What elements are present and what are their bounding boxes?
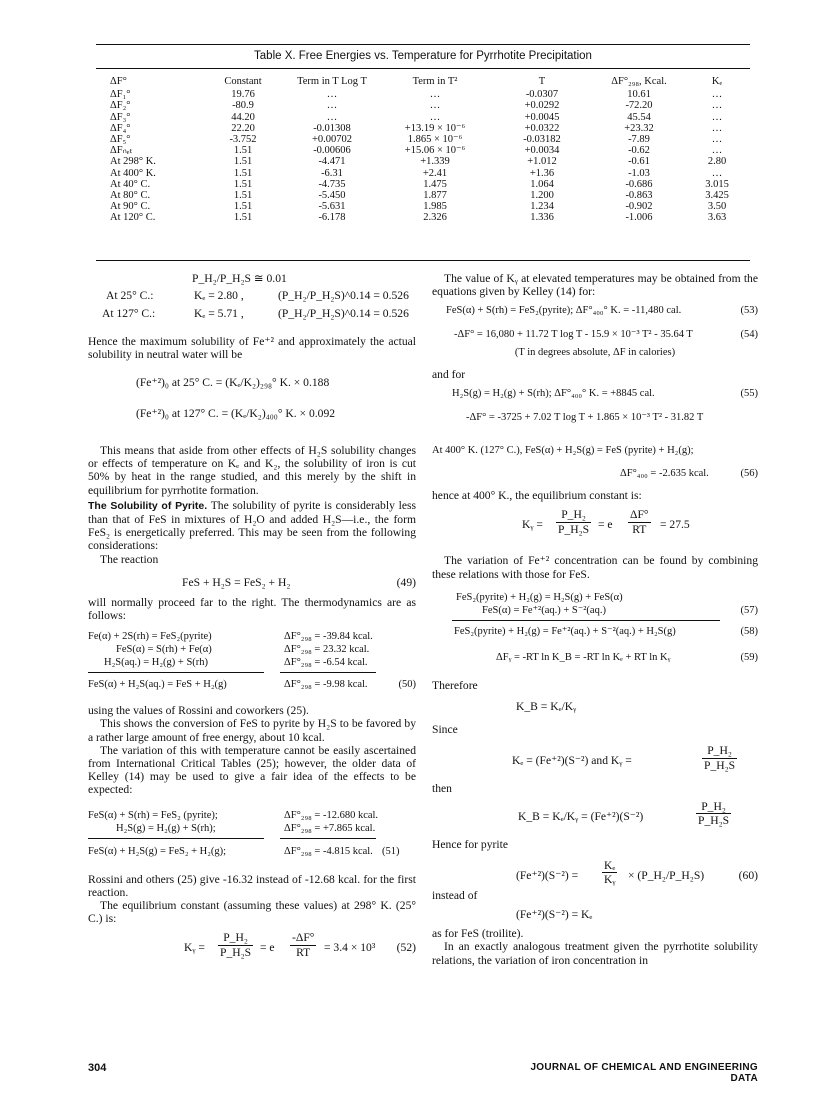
- table-cell: 1.51: [233, 167, 253, 179]
- table-cell: …: [326, 89, 338, 101]
- table-cell: …: [711, 111, 723, 123]
- equation-kb2: [432, 800, 758, 834]
- table-cell: -4.471: [318, 156, 346, 168]
- reaction-value: ΔF°₂₉₈ = -6.54 kcal.: [284, 657, 368, 669]
- numerator: P_H₂: [556, 508, 591, 522]
- equation-number: (59): [740, 651, 758, 663]
- table-cell: 1.064: [530, 178, 554, 190]
- right-column: [432, 272, 758, 967]
- numerator: Kₑ: [602, 859, 617, 873]
- fraction: [628, 508, 651, 535]
- table-bottom-rule: [96, 260, 750, 261]
- table-cell: -0.61: [628, 156, 650, 168]
- reaction-value: ΔF°₂₉₈ = -39.84 kcal.: [284, 631, 373, 643]
- equation-text: Kₑ = (Fe⁺²)(S⁻²) and Kᵧ =: [512, 754, 632, 768]
- table-cell: At 90° C.: [110, 201, 151, 213]
- equation-54: [432, 328, 758, 342]
- table-cell: -72.20: [625, 100, 653, 112]
- equation-text: FeS(α) = Fe⁺²(aq.) + S⁻²(aq.): [482, 604, 606, 616]
- table-cell: At 40° C.: [110, 178, 151, 190]
- table-cell: -0.01308: [313, 122, 351, 134]
- equation-text: FeS(α) + S(rh) = FeS₂(pyrite); ΔF°₄₀₀° K. = -11,480 cal.: [446, 305, 682, 317]
- at25-line: [88, 289, 416, 303]
- fraction: [702, 744, 737, 771]
- table-cell: …: [711, 122, 723, 134]
- fraction: [602, 859, 617, 886]
- table-cell: -0.62: [628, 145, 650, 157]
- equation-text: H₂S(g) = H₂(g) + S(rh); ΔF°₄₀₀° K. = +8845 cal.: [452, 387, 655, 399]
- numerator: P_H₂: [696, 800, 731, 814]
- equation-text: K_B = Kₑ/Kᵧ = (Fe⁺²)(S⁻²): [518, 809, 644, 823]
- equation-text: = e: [598, 518, 613, 532]
- table-cell: +1.012: [527, 156, 557, 168]
- equation-number: (53): [740, 305, 758, 317]
- table-cell: -5.450: [318, 190, 346, 202]
- table-cell: ΔF₃°: [110, 111, 131, 123]
- paragraph: will normally proceed far to the right. The thermodynamics are as follows:: [88, 595, 416, 623]
- equation-ke-ky: [432, 744, 758, 778]
- table-cell: -0.686: [625, 178, 653, 190]
- equation-52: [88, 931, 416, 965]
- equation-text: FeS₂(pyrite) + H₂(g) = H₂S(g) + FeS(α): [456, 591, 623, 603]
- paragraph: and for: [432, 367, 466, 381]
- table-cell: 1.51: [233, 190, 253, 202]
- table-row: [110, 179, 746, 190]
- table-cell: +13.19 × 10⁻⁶: [404, 122, 466, 134]
- table-cell: +1.36: [529, 167, 555, 179]
- equation-kb: K_B = Kₑ/Kᵧ: [516, 700, 577, 714]
- table-header-cell: Constant: [224, 76, 262, 87]
- fraction: [556, 508, 591, 535]
- table-cell: +0.0045: [524, 111, 560, 123]
- equation-number: (54): [740, 329, 758, 341]
- table-row: [110, 89, 746, 100]
- table-cell: ΔF₄°: [110, 122, 131, 134]
- at127-k: Kₑ = 5.71 ,: [194, 307, 244, 321]
- equation-text: Kᵧ =: [184, 941, 205, 955]
- reaction: Fe(α) + 2S(rh) = FeS₂(pyrite): [88, 631, 212, 643]
- table-cell: At 80° C.: [110, 190, 151, 202]
- table-cell: 1.200: [530, 190, 554, 202]
- fraction: [696, 800, 731, 827]
- reaction-group-1: [88, 630, 416, 700]
- table-cell: 1.51: [233, 145, 253, 157]
- table-cell: 3.50: [707, 201, 727, 213]
- equation-text: -ΔF° = 16,080 + 11.72 T log T - 15.9 × 10⁻³ T² - 35.64 T: [454, 329, 693, 341]
- sum-rule: [88, 672, 264, 673]
- paragraph: Hence the maximum solubility of Fe⁺² and approximately the actual solubility in neutral water will be: [88, 335, 416, 362]
- paragraph: This means that aside from other effects of H₂S solubility changes or effects of temperature on Kₑ and K₂, the solubility of iron is cut 50% by heat in the range studied, and this merely by the shift in equilibrium for pyrrhotite formation.: [88, 444, 416, 497]
- table-cell: …: [711, 134, 723, 146]
- equation-text: (Fe⁺²)(S⁻²) =: [516, 868, 579, 882]
- table-cell: 1.234: [530, 201, 554, 213]
- table-cell: …: [429, 111, 441, 123]
- denominator: P_H₂S: [220, 945, 252, 959]
- table-cell: -4.735: [318, 178, 346, 190]
- table-cell: ΔFₙₑₜ: [110, 145, 133, 157]
- table-cell: -0.863: [625, 190, 653, 202]
- reaction: FeS(α) + H₂S(aq.) = FeS + H₂(g): [88, 679, 227, 691]
- table-cell: …: [711, 100, 723, 112]
- reaction-value: ΔF°₂₉₈ = +7.865 kcal.: [284, 822, 376, 834]
- equation-group-57-59: [432, 591, 758, 679]
- table-header-cell: Kₑ: [711, 76, 723, 87]
- at127-label: At 127° C.:: [102, 307, 156, 321]
- numerator: ΔF°: [630, 508, 649, 522]
- denominator: RT: [296, 945, 311, 959]
- equation-text: ΔF°₄₀₀ = -2.635 kcal.: [620, 468, 709, 480]
- equation-55: [432, 387, 758, 401]
- equation-60: [432, 859, 758, 893]
- equation-troilite: (Fe⁺²)(S⁻²) = Kₑ: [516, 908, 593, 922]
- table-title: Table X. Free Energies vs. Temperature for Pyrrhotite Precipitation: [254, 50, 592, 62]
- equation-number: (57): [740, 604, 758, 616]
- journal-name: JOURNAL OF CHEMICAL AND ENGINEERING DATA: [530, 1062, 758, 1084]
- at25-k: Kₑ = 2.80 ,: [194, 289, 244, 303]
- equation-56: [432, 467, 758, 481]
- sum-rule: [280, 672, 376, 673]
- table-cell: +0.0322: [524, 122, 560, 134]
- reaction: FeS(α) + S(rh) = FeS₂ (pyrite);: [88, 809, 218, 821]
- table-row: [110, 168, 746, 179]
- table-cell: At 298° K.: [110, 156, 156, 168]
- denominator: P_H₂S: [704, 758, 736, 772]
- equation-number: (60): [738, 868, 758, 882]
- table-row: [110, 190, 746, 201]
- table-cell: +0.0292: [524, 100, 560, 112]
- table-cell: +0.00702: [311, 134, 353, 146]
- table-cell: +23.32: [624, 122, 654, 134]
- reaction: H₂S(aq.) = H₂(g) + S(rh): [104, 657, 209, 669]
- table-header-cell: ΔF°: [110, 76, 127, 87]
- table-cell: 1.51: [233, 201, 253, 213]
- table-cell: -0.03182: [523, 134, 561, 146]
- table-cell: At 120° C.: [110, 212, 156, 224]
- table-cell: …: [429, 100, 441, 112]
- paragraph: Hence for pyrite: [432, 837, 508, 851]
- equation-text: ΔFᵧ = -RT ln K_B = -RT ln Kₑ + RT ln Kᵧ: [496, 651, 671, 663]
- sum-rule: [452, 620, 720, 621]
- table-cell: …: [429, 89, 441, 101]
- equation-fe-25: (Fe⁺²)₀ at 25° C. = (Kₑ/K₂)₂₉₈° K. × 0.188: [136, 375, 330, 389]
- table-cell: +2.41: [422, 167, 448, 179]
- table-cell: +15.06 × 10⁻⁶: [404, 145, 466, 157]
- denominator: P_H₂S: [558, 522, 590, 536]
- table-top-rule: [96, 44, 750, 45]
- table-row: [110, 145, 746, 156]
- table-cell: 45.54: [627, 111, 651, 123]
- paragraph: The variation of this with temperature cannot be easily ascertained from International Critical Tables (25); however, the older data of Kelley (14) may be used to give a fair idea of the effects to be expected:: [88, 743, 416, 797]
- table-row: [110, 201, 746, 212]
- table-cell: -0.902: [625, 201, 653, 213]
- equation-55b: -ΔF° = -3725 + 7.02 T log T + 1.865 × 10⁻³ T² - 31.82 T: [466, 411, 704, 423]
- reaction-value: ΔF°₂₉₈ = -4.815 kcal.: [284, 845, 373, 857]
- reaction-value: ΔF°₂₉₈ = -12.680 kcal.: [284, 809, 379, 821]
- paragraph: Therefore: [432, 678, 478, 692]
- reaction-value: ΔF°₂₉₈ = -9.98 kcal.: [284, 679, 368, 691]
- paragraph: This shows the conversion of FeS to pyrite by H₂S to be favored by a rather large amount of free energy, about 10 kcal.: [88, 717, 416, 744]
- table-grid: [110, 76, 746, 224]
- paragraph: The variation of Fe⁺² concentration can be found by combining these relations with those for FeS.: [432, 554, 758, 581]
- at25-ratio: (P_H₂/P_H₂S)^0.14 = 0.526: [278, 289, 409, 303]
- reaction: H₂S(g) = H₂(g) + S(rh);: [116, 822, 216, 834]
- numerator: -ΔF°: [292, 931, 315, 945]
- table-header-cell: T: [538, 76, 546, 87]
- table-row: [110, 134, 746, 145]
- paragraph: Rossini and others (25) give -16.32 instead of -12.68 kcal. for the first reaction.: [88, 872, 416, 899]
- table-cell: -6.31: [321, 167, 343, 179]
- equation-fe-127: (Fe⁺²)₀ at 127° C. = (Kₑ/K₂)₄₀₀° K. × 0.092: [136, 406, 336, 420]
- table-cell: -3.752: [229, 134, 257, 146]
- equation-note: (T in degrees absolute, ΔF in calories): [514, 347, 676, 359]
- table-cell: 1.51: [233, 156, 253, 168]
- equation-53: [432, 304, 758, 318]
- equation-text: Kᵧ =: [522, 518, 543, 532]
- table-cell: 19.76: [231, 89, 255, 101]
- paragraph: The reaction: [100, 552, 159, 566]
- paragraph: then: [432, 782, 452, 796]
- equation-number: (50): [398, 679, 416, 691]
- equation-text: = 27.5: [660, 518, 690, 532]
- equation-number: (52): [396, 941, 416, 955]
- table-cell: -5.631: [318, 201, 346, 213]
- numerator: P_H₂: [218, 931, 253, 945]
- table-cell: 2.326: [423, 212, 447, 224]
- sum-rule: [88, 838, 264, 839]
- table-cell: +1.339: [420, 156, 450, 168]
- table-cell: -80.9: [232, 100, 254, 112]
- table-cell: 2.80: [707, 156, 727, 168]
- table-cell: 1.475: [423, 178, 447, 190]
- table-row: [110, 123, 746, 134]
- paragraph: instead of: [432, 888, 478, 902]
- table-cell: ΔF₅°: [110, 134, 131, 146]
- table-cell: 1.865 × 10⁻⁶: [407, 134, 463, 146]
- table-cell: At 400° K.: [110, 167, 156, 179]
- equation-49: [88, 576, 416, 590]
- paragraph: using the values of Rossini and coworkers (25).: [88, 704, 309, 718]
- table-header-cell: Term in T²: [412, 76, 458, 87]
- equation-at400: At 400° K. (127° C.), FeS(α) + H₂S(g) = FeS (pyrite) + H₂(g);: [432, 445, 694, 457]
- paragraph: The equilibrium constant (assuming these values) at 298° K. (25° C.) is:: [88, 899, 416, 926]
- equation-text: = e: [260, 941, 275, 955]
- reaction-value: ΔF°₂₉₈ = 23.32 kcal.: [284, 644, 370, 656]
- table-cell: 10.61: [627, 89, 651, 101]
- reaction-group-2: [88, 809, 416, 867]
- table-cell: 1.877: [423, 190, 447, 202]
- paragraph: In an exactly analogous treatment given the pyrrhotite solubility relations, the variation of iron concentration in: [432, 940, 758, 967]
- table-header-cell: Term in T Log T: [297, 76, 367, 87]
- equation-number: (56): [740, 468, 758, 480]
- at25-label: At 25° C.:: [106, 289, 154, 303]
- table-cell: -7.89: [628, 134, 650, 146]
- equation-text: × (P_H₂/P_H₂S): [628, 868, 705, 882]
- fraction: [218, 931, 253, 958]
- table-row: [110, 100, 746, 111]
- table-cell: …: [711, 89, 723, 101]
- paragraph-text: The solubility of pyrite is considerably less than that of FeS in mixtures of H₂O and added H₂S—i.e., the form FeS₂ is energetically preferred. This may be seen from the following considerations:: [88, 498, 416, 553]
- reaction: FeS(α) = S(rh) + Fe(α): [116, 644, 212, 656]
- free-energy-table: [96, 44, 750, 262]
- table-cell: …: [711, 167, 723, 179]
- table-cell: +0.0034: [524, 145, 560, 157]
- denominator: Kᵧ: [604, 873, 616, 887]
- table-header-row: [110, 76, 746, 89]
- left-column: [88, 272, 416, 965]
- table-cell: 44.20: [231, 111, 255, 123]
- at127-line: [88, 307, 416, 321]
- paragraph: Since: [432, 723, 458, 737]
- table-cell: 3.015: [705, 178, 729, 190]
- paragraph: hence at 400° K., the equilibrium constant is:: [432, 489, 642, 503]
- reaction: FeS(α) + H₂S(g) = FeS₂ + H₂(g);: [88, 845, 227, 857]
- page-number: 304: [88, 1062, 107, 1074]
- table-cell: 1.336: [530, 212, 554, 224]
- at127-ratio: (P_H₂/P_H₂S)^0.14 = 0.526: [278, 307, 409, 321]
- equation-number: (51): [382, 845, 400, 857]
- denominator: RT: [632, 522, 647, 536]
- table-cell: …: [326, 100, 338, 112]
- table-cell: 1.51: [233, 212, 253, 224]
- table-cell: 3.63: [707, 212, 727, 224]
- equation-number: (58): [740, 625, 758, 637]
- paragraph: [88, 499, 416, 553]
- table-cell: -1.006: [625, 212, 653, 224]
- denominator: P_H₂S: [698, 813, 730, 827]
- numerator: P_H₂: [702, 744, 737, 758]
- equation-k400: [432, 508, 758, 542]
- equation-number: (55): [740, 387, 758, 399]
- sum-rule: [280, 838, 376, 839]
- paragraph: as for FeS (troilite).: [432, 927, 524, 941]
- table-header-cell: ΔF°₂₉₈, Kcal.: [611, 76, 667, 87]
- table-cell: 1.985: [423, 201, 447, 213]
- equation-text: FeS + H₂S = FeS₂ + H₂: [182, 575, 291, 589]
- table-row: [110, 156, 746, 167]
- table-cell: 3.425: [705, 190, 729, 202]
- paragraph: The value of Kᵧ at elevated temperatures may be obtained from the equations given by Kelley (14) for:: [432, 272, 758, 299]
- table-row: [110, 112, 746, 123]
- table-cell: -1.03: [628, 167, 650, 179]
- table-cell: ΔF₂°: [110, 100, 131, 112]
- fraction: [290, 931, 316, 958]
- section-heading-pyrite: The Solubility of Pyrite.: [88, 499, 208, 512]
- table-cell: 1.51: [233, 178, 253, 190]
- table-cell: -0.00606: [313, 145, 351, 157]
- table-cell: …: [711, 145, 723, 157]
- table-cell: ΔF₁°: [110, 89, 131, 101]
- equation-text: FeS₂(pyrite) + H₂(g) = Fe⁺²(aq.) + S⁻²(aq.) + H₂S(g): [454, 625, 676, 637]
- table-title-rule: [96, 68, 750, 69]
- table-cell: 22.20: [231, 122, 255, 134]
- table-cell: …: [326, 111, 338, 123]
- table-row: [110, 212, 746, 223]
- table-cell: -6.178: [318, 212, 346, 224]
- pressure-ratio: P_H₂/P_H₂S ≅ 0.01: [192, 272, 287, 285]
- table-cell: -0.0307: [525, 89, 559, 101]
- equation-number: (49): [396, 575, 416, 589]
- equation-text: = 3.4 × 10³: [324, 941, 376, 955]
